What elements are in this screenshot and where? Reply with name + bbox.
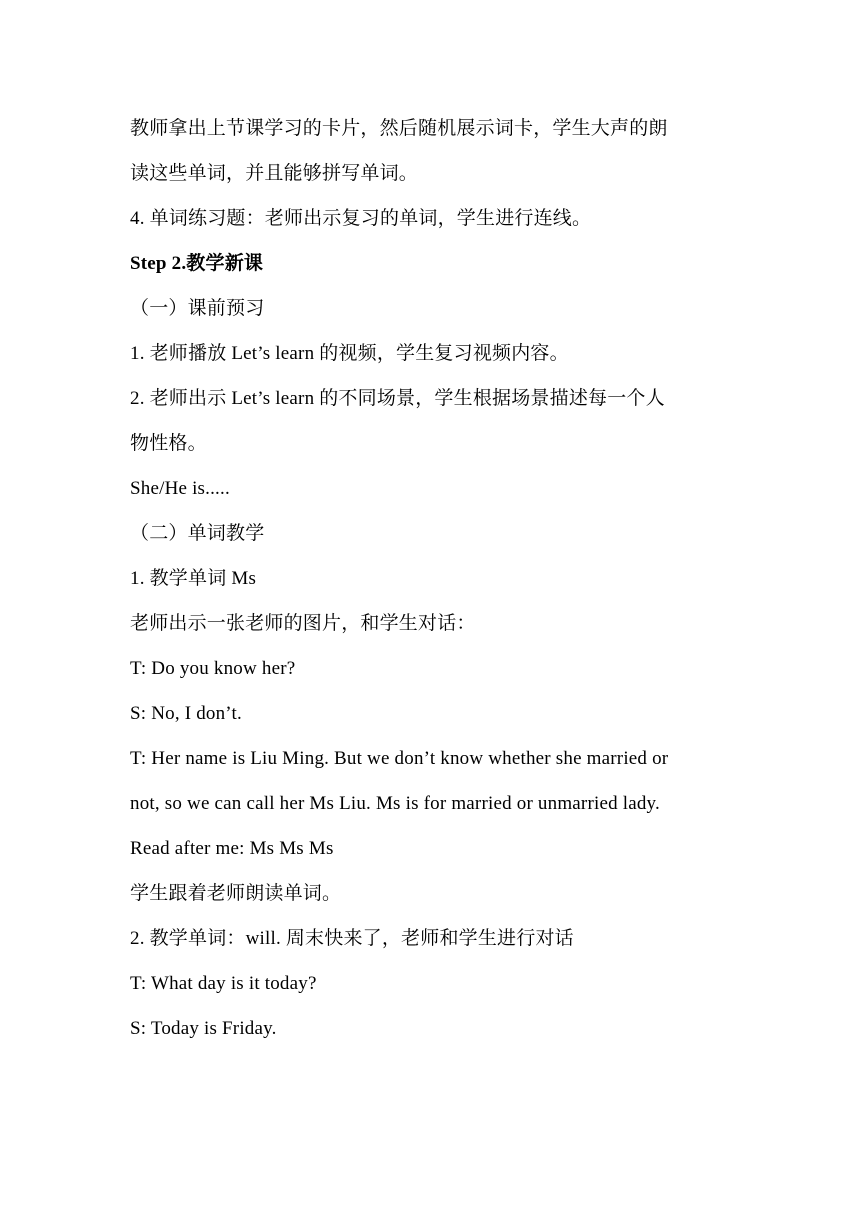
- section-heading-preview: （一）课前预习: [130, 298, 265, 319]
- step-2-heading: Step 2.教学新课: [130, 253, 264, 274]
- teacher-instruction: 老师出示一张老师的图片，和学生对话：: [130, 613, 476, 634]
- paragraph-line-2: 读这些单词，并且能够拼写单词。: [130, 163, 419, 184]
- dialogue-line-continued: not, so we can call her Ms Liu. Ms is for married or unmarried lady.: [130, 793, 660, 814]
- exercise-item-4: 4. 单词练习题：老师出示复习的单词，学生进行连线。: [130, 208, 592, 229]
- vocabulary-item-2: 2. 教学单词：will. 周末快来了，老师和学生进行对话: [130, 928, 574, 949]
- paragraph-line-1: 教师拿出上节课学习的卡片，然后随机展示词卡，学生大声的朗: [130, 118, 668, 139]
- dialogue-line: T: What day is it today?: [130, 973, 317, 994]
- student-activity-line: 学生跟着老师朗读单词。: [130, 883, 342, 904]
- dialogue-line: S: No, I don’t.: [130, 703, 242, 724]
- section-heading-vocabulary: （二）单词教学: [130, 523, 265, 544]
- dialogue-line: S: Today is Friday.: [130, 1018, 277, 1039]
- preview-item-1: 1. 老师播放 Let’s learn 的视频，学生复习视频内容。: [130, 343, 569, 364]
- dialogue-line: T: Do you know her?: [130, 658, 296, 679]
- vocabulary-item-1: 1. 教学单词 Ms: [130, 568, 257, 589]
- dialogue-line: T: Her name is Liu Ming. But we don’t know whether she married or: [130, 748, 669, 769]
- preview-item-2: 2. 老师出示 Let’s learn 的不同场景，学生根据场景描述每一个人: [130, 388, 665, 409]
- sentence-pattern: She/He is.....: [130, 478, 230, 499]
- preview-item-2-continued: 物性格。: [130, 433, 207, 454]
- read-after-me-line: Read after me: Ms Ms Ms: [130, 838, 334, 859]
